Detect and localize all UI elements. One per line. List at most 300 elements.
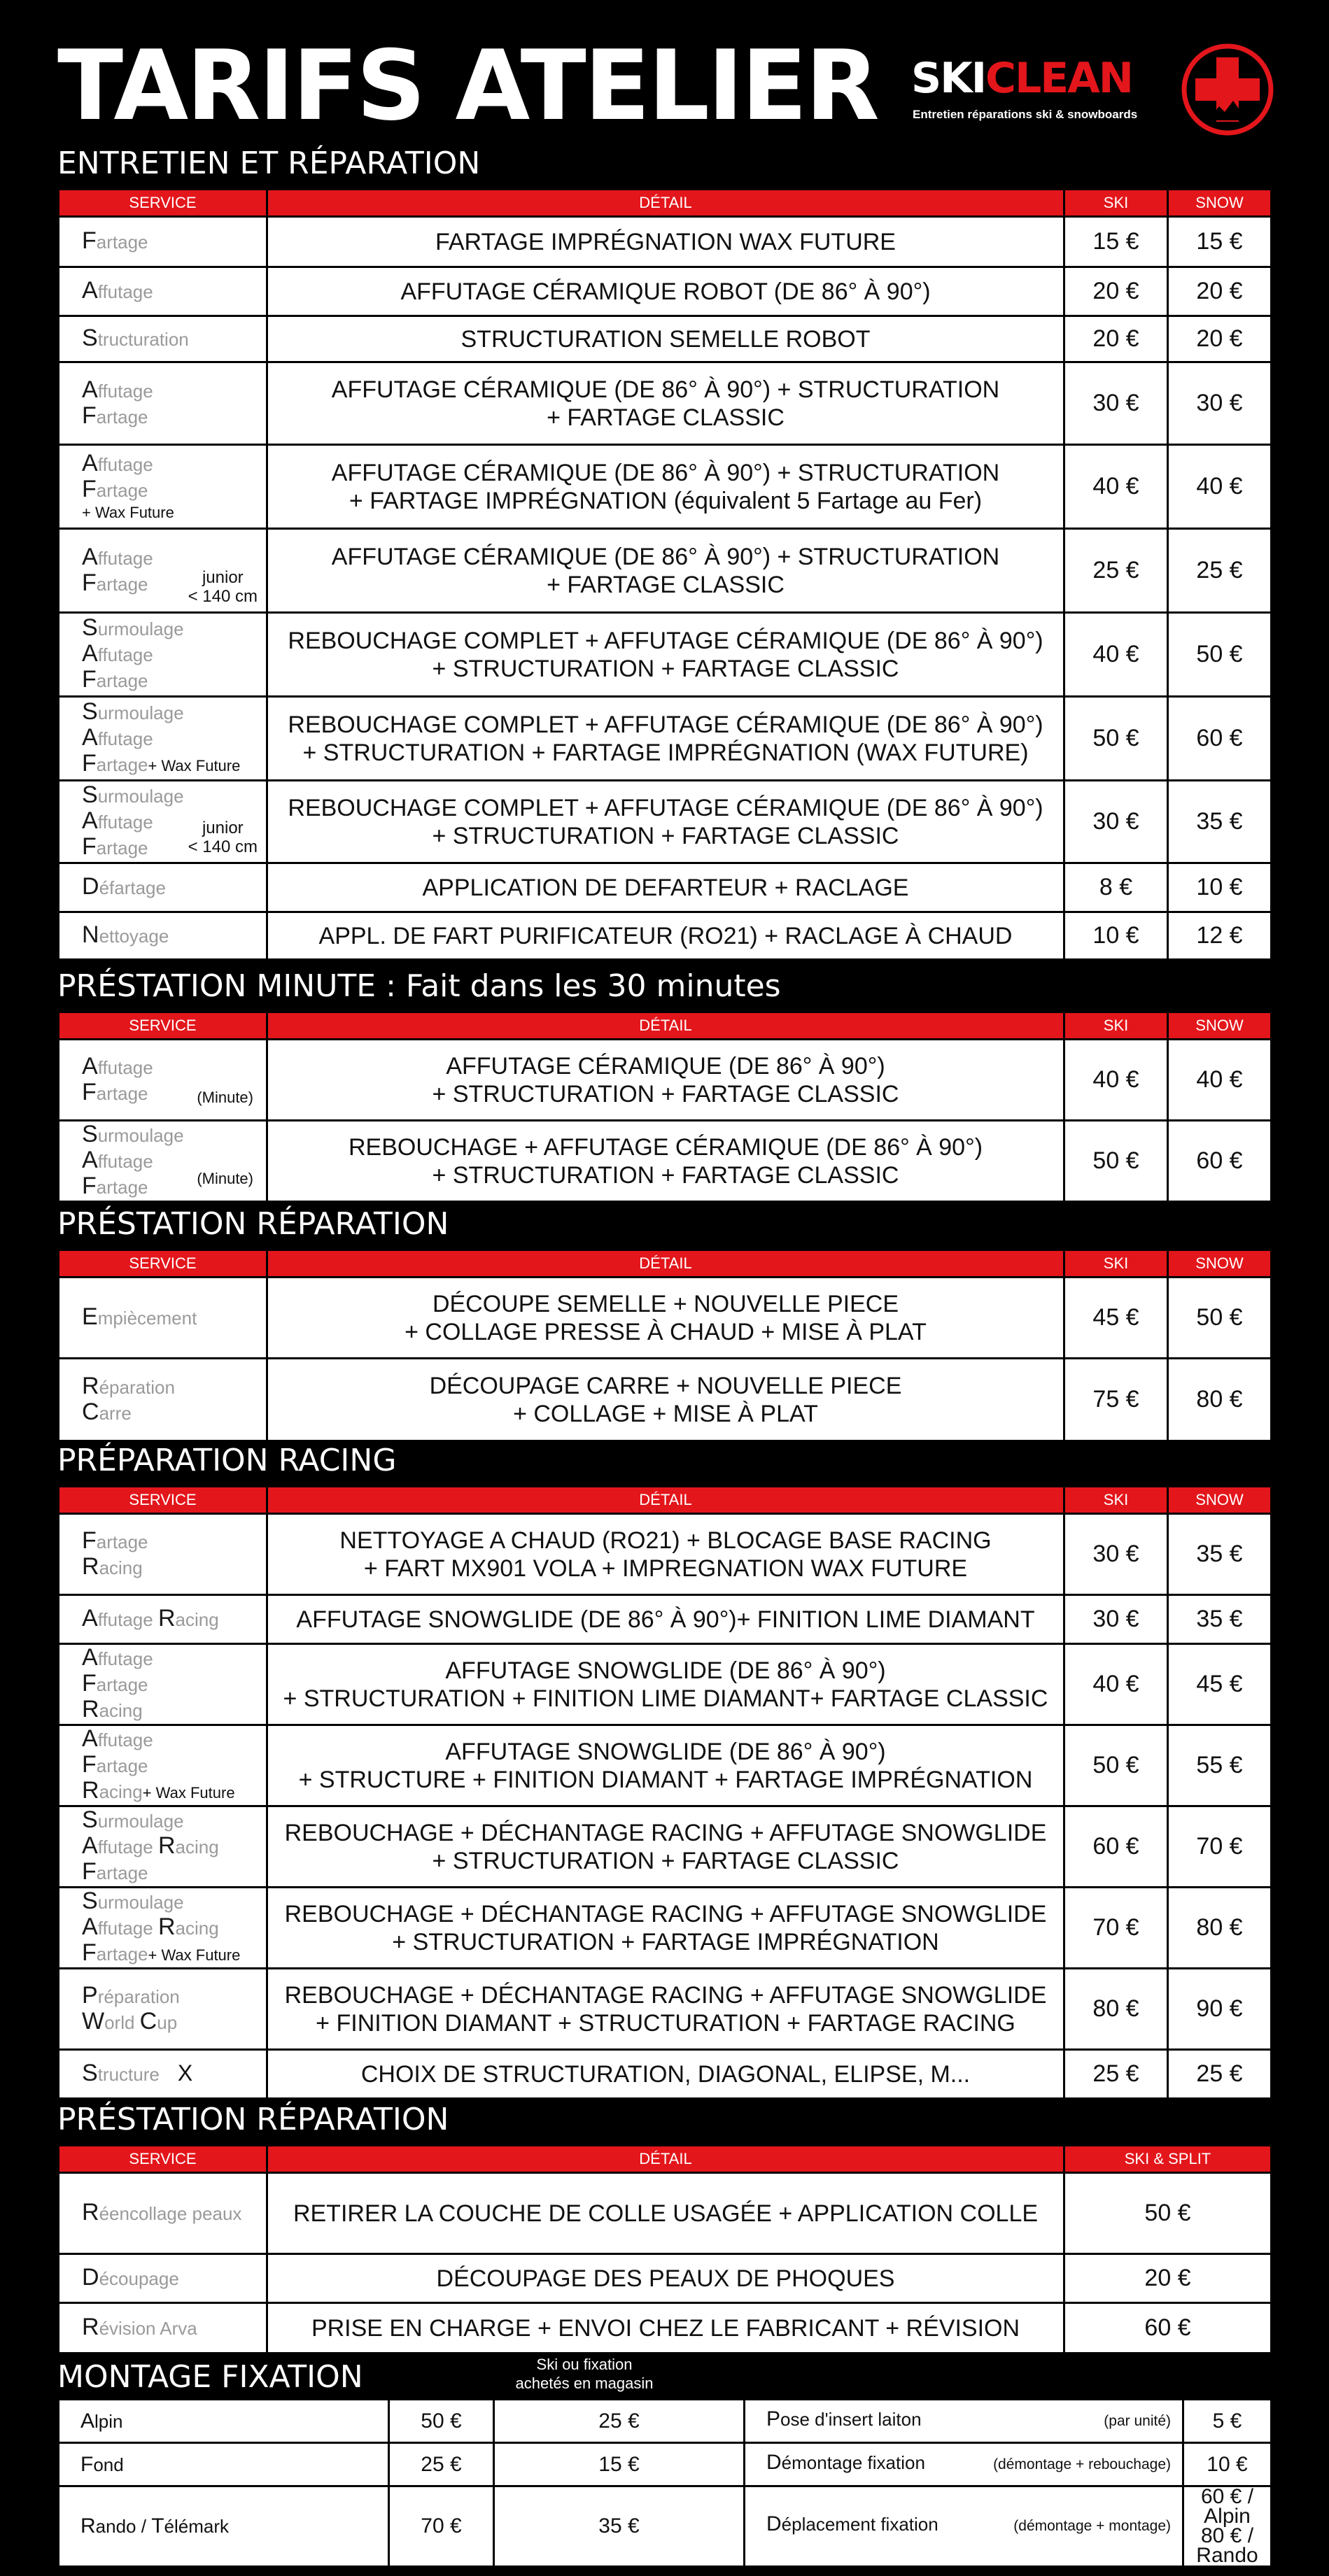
snow-price: 35 € bbox=[1168, 1514, 1272, 1595]
service-initial: A bbox=[82, 1913, 98, 1940]
service-word: artage bbox=[96, 670, 148, 691]
column-header: DÉTAIL bbox=[267, 2146, 1064, 2173]
service-line bbox=[82, 1941, 266, 1967]
service-word: artage bbox=[96, 837, 148, 858]
ski-price: 25 € bbox=[1064, 2050, 1168, 2099]
service-line bbox=[82, 642, 266, 667]
service-initial: A bbox=[82, 543, 98, 570]
ski-price: 40 € bbox=[1064, 1040, 1168, 1121]
fixation-label bbox=[59, 2400, 389, 2443]
detail-line: APPLICATION DE DEFARTEUR + RACLAGE bbox=[422, 874, 909, 901]
service-word: réparation bbox=[97, 1986, 180, 2007]
service-line bbox=[82, 1808, 266, 1834]
table-row bbox=[59, 863, 1272, 912]
ski-price: 30 € bbox=[1064, 362, 1168, 445]
service-word: acing bbox=[175, 1609, 219, 1630]
service-label bbox=[745, 2486, 1183, 2567]
service-word: ffutage bbox=[97, 1609, 158, 1630]
service-line bbox=[82, 1860, 266, 1885]
detail-cell bbox=[267, 1725, 1064, 1806]
service-initial: A bbox=[82, 277, 98, 304]
service-cell bbox=[59, 217, 267, 267]
detail-line: + STRUCTURATION + FARTAGE CLASSIC bbox=[432, 822, 899, 849]
service-word: artage bbox=[96, 232, 148, 253]
service-line bbox=[82, 1374, 266, 1400]
label-word: ando / bbox=[95, 2516, 152, 2537]
service-line bbox=[82, 1750, 266, 1778]
column-header: DÉTAIL bbox=[267, 1487, 1064, 1514]
detail-line: + FARTAGE IMPRÉGNATION (équivalent 5 Fartage au Fer) bbox=[349, 487, 983, 514]
ski-price: 30 € bbox=[1064, 1514, 1168, 1595]
column-header: DÉTAIL bbox=[267, 190, 1064, 217]
column-header: SERVICE bbox=[59, 190, 267, 217]
label-word: ose d'insert laiton bbox=[780, 2408, 922, 2430]
service-initial: R bbox=[157, 1913, 176, 1940]
ski-price: 50 € bbox=[1064, 1725, 1168, 1806]
service-word: urmoulage bbox=[97, 1891, 184, 1913]
snow-price: 80 € bbox=[1168, 1888, 1272, 1969]
service-word: ffutage bbox=[97, 380, 153, 402]
detail-cell bbox=[267, 1806, 1064, 1888]
junior-label: junior bbox=[202, 568, 244, 587]
ski-price: 50 € bbox=[1064, 1121, 1168, 1202]
detail-cell bbox=[267, 267, 1064, 316]
service-cell bbox=[59, 1040, 267, 1121]
service-line bbox=[82, 1305, 266, 1331]
detail-line: REBOUCHAGE COMPLET + AFFUTAGE CÉRAMIQUE (DE 86° À 90°) bbox=[288, 711, 1043, 738]
service-initial: A bbox=[82, 1052, 98, 1080]
service-initial: A bbox=[82, 1725, 98, 1752]
service-initial: A bbox=[82, 1832, 98, 1859]
service-initial: R bbox=[82, 2199, 99, 2225]
detail-line: + STRUCTURATION + FARTAGE CLASSIC bbox=[432, 655, 899, 682]
column-header: SERVICE bbox=[59, 1487, 267, 1514]
service-extra: + Wax Future bbox=[148, 756, 241, 774]
ski-price: 10 € bbox=[1064, 912, 1168, 960]
table-row bbox=[59, 1514, 1272, 1595]
service-label bbox=[745, 2400, 1183, 2443]
detail-line: AFFUTAGE CÉRAMIQUE (DE 86° À 90°) bbox=[446, 1052, 885, 1080]
service-line bbox=[82, 378, 266, 404]
column-header: SKI bbox=[1064, 1251, 1168, 1278]
service-initial: F bbox=[82, 833, 97, 860]
service-cell bbox=[59, 863, 267, 912]
service-line bbox=[82, 451, 266, 477]
table-row bbox=[59, 1121, 1272, 1202]
service-word: acing bbox=[175, 1837, 219, 1857]
ski-price: 20 € bbox=[1064, 316, 1168, 362]
ski-price: 30 € bbox=[1064, 781, 1168, 863]
junior-size: < 140 cm bbox=[188, 587, 258, 606]
service-word: artage bbox=[96, 573, 148, 595]
snow-price: 50 € bbox=[1168, 1278, 1272, 1359]
detail-line: REBOUCHAGE + DÉCHANTAGE RACING + AFFUTAGE SNOWGLIDE bbox=[284, 1900, 1047, 1927]
fixation-price: 50 € bbox=[389, 2400, 494, 2443]
service-cell bbox=[59, 1514, 267, 1595]
table-row bbox=[59, 1359, 1272, 1441]
service-word: artage bbox=[96, 1674, 148, 1695]
service-word: urmoulage bbox=[97, 1811, 184, 1832]
junior-note bbox=[188, 568, 258, 606]
detail-line: + STRUCTURATION + FINITION LIME DIAMANT+ FARTAGE CLASSIC bbox=[283, 1685, 1048, 1712]
detail-line: RETIRER LA COUCHE DE COLLE USAGÉE + APPLICATION COLLE bbox=[293, 2200, 1039, 2227]
detail-cell bbox=[267, 445, 1064, 529]
detail-cell bbox=[267, 529, 1064, 613]
service-cell bbox=[59, 2050, 267, 2099]
table-row bbox=[59, 445, 1272, 529]
service-word: ettoyage bbox=[99, 926, 169, 947]
fixation-price: 25 € bbox=[389, 2443, 494, 2486]
section-title-racing: PRÉPARATION RACING bbox=[57, 1443, 397, 1478]
service-initial: S bbox=[82, 1121, 98, 1147]
snow-price: 80 € bbox=[1168, 1359, 1272, 1441]
service-price bbox=[1183, 2486, 1272, 2567]
detail-line: REBOUCHAGE + DÉCHANTAGE RACING + AFFUTAGE SNOWGLIDE bbox=[284, 1819, 1047, 1846]
service-extra: + Wax Future bbox=[142, 1783, 235, 1802]
service-line bbox=[82, 1646, 266, 1671]
detail-line: + FARTAGE CLASSIC bbox=[547, 404, 785, 431]
detail-cell bbox=[267, 1040, 1064, 1121]
service-word: ffutage bbox=[97, 1056, 153, 1078]
service-cell bbox=[59, 781, 267, 863]
service-word: ffutage bbox=[97, 812, 153, 833]
label-word: élémark bbox=[164, 2516, 229, 2537]
detail-cell bbox=[267, 1121, 1064, 1202]
cross-icon bbox=[1180, 42, 1275, 137]
service-line bbox=[82, 2315, 266, 2341]
service-initial: F bbox=[82, 666, 97, 693]
service-word: acing bbox=[175, 1917, 219, 1939]
logo-wordmark: SKICLEAN bbox=[911, 54, 1132, 103]
service-cell bbox=[59, 1806, 267, 1888]
service-line bbox=[82, 1983, 266, 2009]
service-word: ffutage bbox=[97, 1151, 153, 1172]
detail-line: + STRUCTURATION + FARTAGE CLASSIC bbox=[432, 1847, 899, 1874]
service-word: artage bbox=[96, 1862, 148, 1883]
ski-price: 15 € bbox=[1064, 217, 1168, 267]
column-header: SNOW bbox=[1168, 1251, 1272, 1278]
service-line bbox=[82, 1054, 266, 1080]
detail-line: + COLLAGE + MISE À PLAT bbox=[513, 1400, 818, 1427]
table-row bbox=[59, 529, 1272, 613]
detail-line: REBOUCHAGE COMPLET + AFFUTAGE CÉRAMIQUE (DE 86° À 90°) bbox=[288, 794, 1043, 821]
detail-cell bbox=[267, 316, 1064, 362]
column-header: DÉTAIL bbox=[267, 1013, 1064, 1040]
service-initial: P bbox=[82, 1981, 98, 2009]
detail-cell bbox=[267, 613, 1064, 697]
service-word: écoupage bbox=[99, 2268, 179, 2289]
service-word: tructure bbox=[97, 2064, 160, 2085]
service-word: ffutage bbox=[97, 728, 153, 749]
ski-price: 50 € bbox=[1064, 697, 1168, 781]
snow-price: 70 € bbox=[1168, 1806, 1272, 1888]
table-row bbox=[59, 1595, 1272, 1644]
service-initial: D bbox=[82, 2264, 99, 2291]
detail-line: REBOUCHAGE + AFFUTAGE CÉRAMIQUE (DE 86° À 90°) bbox=[348, 1133, 983, 1161]
snow-price: 15 € bbox=[1168, 217, 1272, 267]
snow-price: 50 € bbox=[1168, 613, 1272, 697]
service-word: arre bbox=[99, 1402, 132, 1424]
detail-cell bbox=[267, 1969, 1064, 2050]
snow-price: 35 € bbox=[1168, 781, 1272, 863]
label-initial: D bbox=[766, 2450, 782, 2474]
structure-x-mark: X bbox=[177, 2060, 193, 2086]
detail-line: REBOUCHAGE COMPLET + AFFUTAGE CÉRAMIQUE (DE 86° À 90°) bbox=[288, 627, 1043, 654]
detail-line: REBOUCHAGE + DÉCHANTAGE RACING + AFFUTAGE SNOWGLIDE bbox=[284, 1981, 1047, 2009]
fixation-price: 70 € bbox=[389, 2486, 494, 2567]
service-word: ffutage bbox=[97, 1729, 153, 1750]
price-cell: 20 € bbox=[1064, 2254, 1272, 2303]
table-header bbox=[59, 1013, 1272, 1040]
table-row bbox=[59, 781, 1272, 863]
detail-line: AFFUTAGE CÉRAMIQUE ROBOT (DE 86° À 90°) bbox=[400, 278, 931, 305]
service-line bbox=[82, 2265, 266, 2291]
service-word: ffutage bbox=[97, 1837, 158, 1857]
detail-cell bbox=[267, 912, 1064, 960]
snow-price: 20 € bbox=[1168, 267, 1272, 316]
column-header: SERVICE bbox=[59, 1013, 267, 1040]
service-line bbox=[82, 616, 266, 642]
service-initial: A bbox=[82, 376, 98, 403]
service-initial: A bbox=[82, 1147, 98, 1173]
detail-line: STRUCTURATION SEMELLE ROBOT bbox=[460, 325, 871, 353]
detail-line: AFFUTAGE CÉRAMIQUE (DE 86° À 90°) + STRUCTURATION bbox=[331, 543, 1000, 570]
service-note: (démontage + montage) bbox=[1013, 2518, 1171, 2534]
table-row bbox=[59, 1888, 1272, 1969]
detail-cell bbox=[267, 362, 1064, 445]
service-word: ffutage bbox=[97, 1648, 153, 1669]
table-row bbox=[59, 697, 1272, 781]
detail-cell bbox=[267, 697, 1064, 781]
skiclean-logo bbox=[911, 42, 1275, 137]
store-price: 15 € bbox=[494, 2443, 745, 2486]
label-initial: P bbox=[766, 2407, 781, 2430]
service-initial: R bbox=[82, 1776, 99, 1804]
detail-cell bbox=[267, 1514, 1064, 1595]
detail-cell bbox=[267, 2173, 1064, 2254]
ski-price: 40 € bbox=[1064, 445, 1168, 529]
service-initial: S bbox=[82, 781, 98, 808]
service-initial: F bbox=[82, 227, 97, 254]
service-initial: F bbox=[82, 1858, 97, 1885]
service-label bbox=[745, 2443, 1183, 2486]
service-word: ffutage bbox=[97, 547, 153, 569]
section-title-reparation2: PRÉSTATION RÉPARATION bbox=[57, 2102, 449, 2137]
service-word: acing bbox=[99, 1781, 143, 1802]
service-line bbox=[82, 1834, 266, 1860]
detail-cell bbox=[267, 1359, 1064, 1441]
section-title-minute: PRÉSTATION MINUTE : Fait dans les 30 minutes bbox=[57, 968, 781, 1004]
detail-line: + STRUCTURE + FINITION DIAMANT + FARTAGE IMPRÉGNATION bbox=[298, 1766, 1033, 1793]
ski-price: 70 € bbox=[1064, 1888, 1168, 1969]
junior-note bbox=[188, 819, 258, 856]
service-initial: A bbox=[82, 807, 98, 834]
label-initial: A bbox=[80, 2409, 95, 2433]
table-row bbox=[59, 316, 1272, 362]
service-word: ffutage bbox=[97, 281, 153, 302]
table-row bbox=[59, 2254, 1272, 2303]
service-line bbox=[82, 783, 266, 809]
ski-price: 20 € bbox=[1064, 267, 1168, 316]
store-price: 35 € bbox=[494, 2486, 745, 2567]
service-cell bbox=[59, 1595, 267, 1644]
service-cell bbox=[59, 1725, 267, 1806]
service-cell bbox=[59, 613, 267, 697]
detail-cell bbox=[267, 2050, 1064, 2099]
service-initial: F bbox=[82, 402, 97, 429]
detail-cell bbox=[267, 1278, 1064, 1359]
service-line bbox=[82, 1671, 266, 1697]
logo-tagline: Entretien réparations ski & snowboards bbox=[913, 108, 1138, 121]
detail-line: + STRUCTURATION + FARTAGE CLASSIC bbox=[432, 1161, 899, 1189]
table-row bbox=[59, 2303, 1272, 2354]
service-word: tructuration bbox=[97, 329, 189, 350]
service-cell bbox=[59, 316, 267, 362]
snow-price: 60 € bbox=[1168, 697, 1272, 781]
table-racing bbox=[57, 1487, 1272, 2100]
table-row bbox=[59, 1644, 1272, 1725]
service-cell bbox=[59, 2254, 267, 2303]
header bbox=[57, 29, 1275, 142]
service-initial: S bbox=[82, 698, 98, 725]
service-line bbox=[82, 477, 266, 503]
service-initial: F bbox=[82, 1078, 97, 1105]
service-line bbox=[82, 1915, 266, 1941]
service-line bbox=[82, 1778, 266, 1805]
service-line bbox=[82, 1552, 266, 1580]
service-cell bbox=[59, 912, 267, 960]
service-initial: S bbox=[82, 1887, 98, 1914]
table-header bbox=[59, 190, 1272, 217]
table-row bbox=[59, 2173, 1272, 2254]
service-word: urmoulage bbox=[97, 786, 184, 807]
service-line bbox=[82, 229, 266, 255]
service-line bbox=[82, 923, 266, 949]
detail-line: AFFUTAGE SNOWGLIDE (DE 86° À 90°)+ FINITION LIME DIAMANT bbox=[296, 1606, 1035, 1633]
detail-line: + STRUCTURATION + FARTAGE IMPRÉGNATION bbox=[392, 1928, 939, 1955]
snow-price: 40 € bbox=[1168, 1040, 1272, 1121]
service-line bbox=[82, 278, 266, 304]
service-line bbox=[82, 667, 266, 693]
service-word: acing bbox=[99, 1557, 143, 1578]
service-word: mpiècement bbox=[97, 1308, 197, 1329]
detail-line: AFFUTAGE CÉRAMIQUE (DE 86° À 90°) + STRUCTURATION bbox=[331, 459, 1000, 486]
service-initial: R bbox=[82, 1696, 99, 1722]
column-header: SKI bbox=[1064, 1487, 1168, 1514]
service-initial: A bbox=[82, 1605, 98, 1632]
service-word: artage bbox=[96, 753, 148, 775]
table-header bbox=[59, 2146, 1272, 2173]
service-initial: C bbox=[82, 1398, 99, 1425]
fixation-label bbox=[59, 2486, 389, 2567]
column-header: SERVICE bbox=[59, 2146, 267, 2173]
service-word: up bbox=[157, 2011, 178, 2033]
price-line: 80 € / Rando bbox=[1196, 2524, 1258, 2567]
service-cell bbox=[59, 2303, 267, 2354]
junior-size: < 140 cm bbox=[188, 837, 258, 856]
snow-price: 35 € bbox=[1168, 1595, 1272, 1644]
table-header bbox=[59, 1251, 1272, 1278]
detail-line: FARTAGE IMPRÉGNATION WAX FUTURE bbox=[435, 228, 896, 255]
table-row bbox=[59, 217, 1272, 267]
service-initial: R bbox=[157, 1605, 176, 1632]
service-line bbox=[82, 1529, 266, 1555]
detail-line: PRISE EN CHARGE + ENVOI CHEZ LE FABRICANT + RÉVISION bbox=[311, 2314, 1020, 2342]
table-row bbox=[59, 1806, 1272, 1888]
ski-price: 40 € bbox=[1064, 613, 1168, 697]
table-row bbox=[59, 1040, 1272, 1121]
service-initial: D bbox=[82, 873, 99, 900]
table-row bbox=[59, 2443, 1272, 2486]
table-row bbox=[59, 362, 1272, 445]
snow-price: 40 € bbox=[1168, 445, 1272, 529]
detail-cell bbox=[267, 781, 1064, 863]
table-row bbox=[59, 613, 1272, 697]
table-reparation bbox=[57, 1251, 1272, 1442]
table-row bbox=[59, 1969, 1272, 2050]
column-header: DÉTAIL bbox=[267, 1251, 1064, 1278]
price-line: 60 € / Alpin bbox=[1200, 2485, 1254, 2528]
ski-price: 30 € bbox=[1064, 1595, 1168, 1644]
service-cell bbox=[59, 1121, 267, 1202]
service-cell bbox=[59, 1888, 267, 1969]
service-word: ffutage bbox=[97, 644, 153, 665]
service-word: artage bbox=[96, 1755, 148, 1776]
column-header: SERVICE bbox=[59, 1251, 267, 1278]
snow-price: 12 € bbox=[1168, 912, 1272, 960]
service-line bbox=[82, 2200, 266, 2226]
price-cell: 50 € bbox=[1064, 2173, 1272, 2254]
service-line bbox=[82, 2009, 266, 2035]
service-cell bbox=[59, 1969, 267, 2050]
service-initial: R bbox=[157, 1832, 176, 1859]
detail-cell bbox=[267, 1644, 1064, 1725]
service-cell bbox=[59, 1644, 267, 1725]
service-cell bbox=[59, 1278, 267, 1359]
service-initial: S bbox=[82, 614, 98, 641]
detail-cell bbox=[267, 217, 1064, 267]
detail-line: + COLLAGE PRESSE À CHAUD + MISE À PLAT bbox=[405, 1318, 927, 1345]
detail-cell bbox=[267, 863, 1064, 912]
service-initial: F bbox=[82, 475, 97, 502]
service-cell bbox=[59, 1359, 267, 1441]
label-initial: D bbox=[766, 2512, 782, 2535]
service-initial: C bbox=[139, 2007, 157, 2034]
label-word: ond bbox=[93, 2454, 124, 2475]
service-word: artage bbox=[96, 479, 148, 501]
price-line: 5 € bbox=[1212, 2409, 1242, 2433]
snow-price: 45 € bbox=[1168, 1644, 1272, 1725]
detail-line: NETTOYAGE A CHAUD (RO21) + BLOCAGE BASE RACING bbox=[339, 1527, 992, 1554]
column-header: SNOW bbox=[1168, 1487, 1272, 1514]
table-reparation2 bbox=[57, 2146, 1272, 2354]
service-word: artage bbox=[96, 1943, 148, 1965]
service-word: ffutage bbox=[97, 453, 153, 475]
snow-price: 90 € bbox=[1168, 1969, 1272, 2050]
label-initial: R bbox=[80, 2514, 96, 2538]
service-line bbox=[82, 404, 266, 430]
service-initial: F bbox=[82, 1173, 97, 1199]
table-row bbox=[59, 912, 1272, 960]
service-word: éencollage peaux bbox=[99, 2203, 242, 2224]
minute-note: (Minute) bbox=[197, 1170, 253, 1187]
service-initial: F bbox=[82, 1670, 97, 1697]
service-cell bbox=[59, 267, 267, 316]
detail-line: + STRUCTURATION + FARTAGE CLASSIC bbox=[432, 1080, 899, 1107]
service-line bbox=[82, 1606, 266, 1632]
snow-price: 25 € bbox=[1168, 2050, 1272, 2099]
detail-line: + STRUCTURATION + FARTAGE IMPRÉGNATION (WAX FUTURE) bbox=[302, 739, 1029, 766]
